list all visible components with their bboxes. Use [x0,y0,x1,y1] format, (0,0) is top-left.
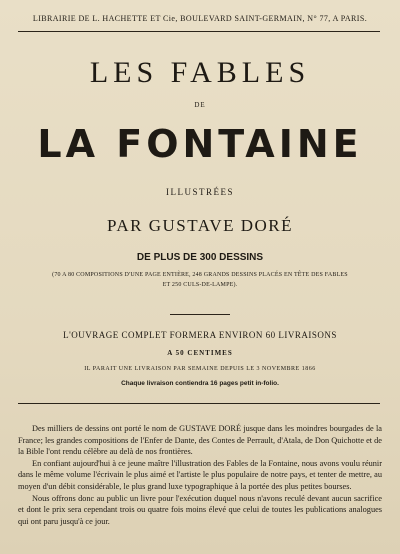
illustrees-label: ILLUSTRÉES [166,187,234,197]
dessins-count: DE PLUS DE 300 DESSINS [136,252,264,263]
author-line: PAR GUSTAVE DORÉ [106,216,294,235]
composition-line-2: ET 250 CULS-DE-LAMPE). [162,282,238,288]
body-paragraph-1: Des milliers de dessins ont porté le nom de GUSTAVE DORÉ jusque dans les moindres bourgades de la France; les grandes compositions de l'Enfer de Dante, des Contes de Perrault, d'Atala, de Don Quichotte et de la Bible l'ont rendu célèbre au delà de nos frontières. [18,424,382,457]
composition-details [44,270,356,290]
title-la-fontaine: LA FONTAINE [37,122,363,166]
body-text [18,423,382,527]
title-de: DE [194,101,206,109]
header-rule [18,31,380,32]
ouvrage-line: L'OUVRAGE COMPLET FORMERA ENVIRON 60 LIVRAISONS [63,330,337,340]
pages-line: Chaque livraison contiendra 16 pages petit in-folio. [121,380,279,387]
body-paragraph-2: En confiant aujourd'hui à ce jeune maître l'illustration des Fables de la Fontaine, nous avons voulu réunir dans le même volume l'écrivain le plus aimé et l'artiste le plus populaire de notre pays, et tenter de mettre, au moyen d'un débit considérable, le plus grand luxe typographique à la portée des plus petites bourses. [18,458,382,491]
title-les-fables: LES FABLES [89,56,311,89]
body-paragraph-3: Nous offrons donc au public un livre pour l'exécution duquel nous n'avons reculé devant aucun sacrifice et dont le prix sera cependant trois ou quatre fois moins élevé que celui de toutes les publications analogues qui ont paru jusqu'à ce jour. [18,493,382,526]
publisher-header: LIBRAIRIE DE L. HACHETTE ET Cie, BOULEVARD SAINT-GERMAIN, N° 77, A PARIS. [32,14,368,23]
frequency-line: IL PARAIT UNE LIVRAISON PAR SEMAINE DEPUIS LE 3 NOVEMBRE 1866 [84,366,316,372]
composition-line-1: (70 A 80 COMPOSITIONS D'UNE PAGE ENTIÈRE, 248 GRANDS DESSINS PLACÉS EN TÊTE DES FABLES [52,272,348,278]
section-rule [170,314,230,315]
body-rule [18,403,380,404]
price-line: A 50 CENTIMES [167,349,233,357]
